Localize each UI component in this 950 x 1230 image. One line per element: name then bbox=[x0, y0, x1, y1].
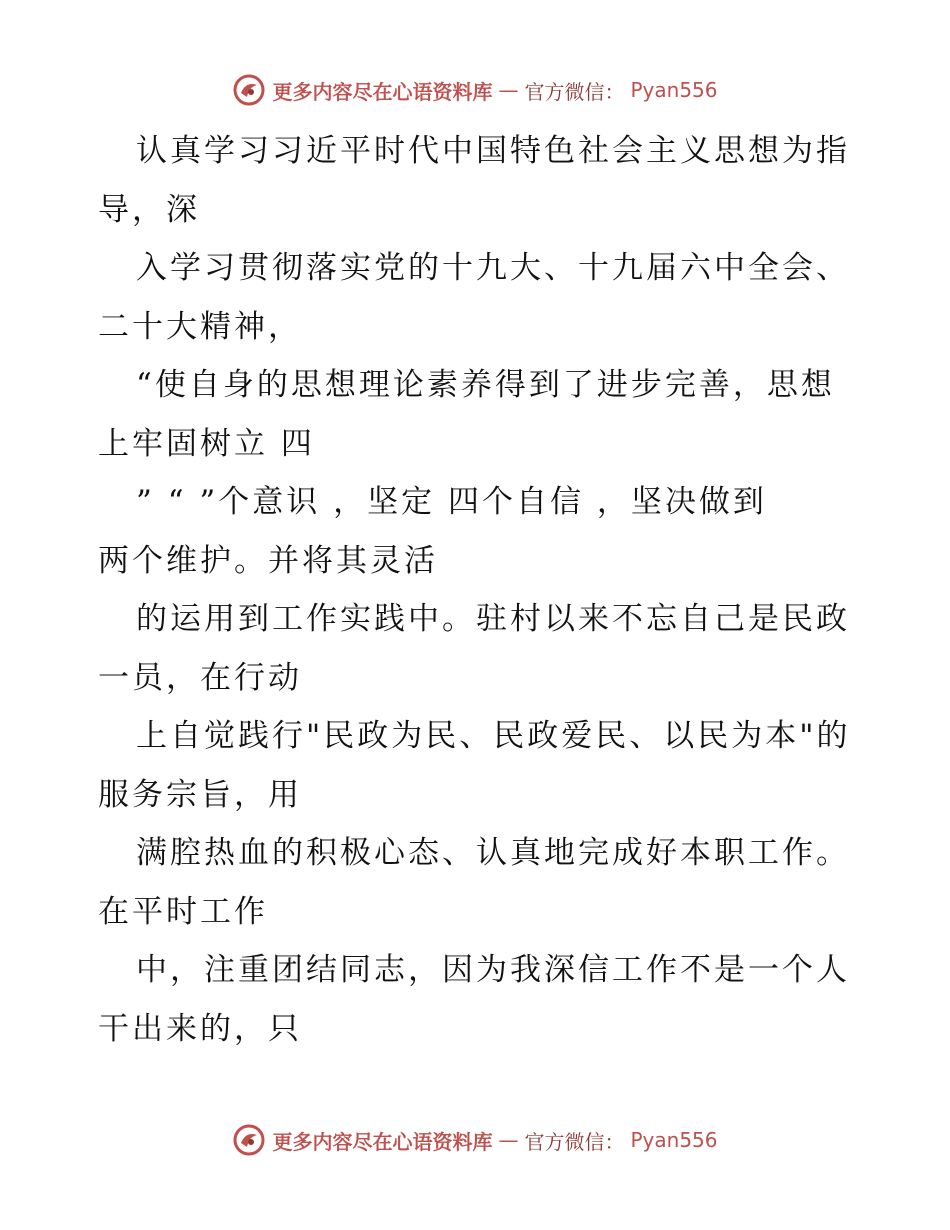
text-line: 上牢固树立 四 bbox=[98, 425, 315, 462]
red-swirl-logo-icon bbox=[232, 73, 266, 107]
text-line: 中，注重团结同志，因为我深信工作不是一个人 bbox=[136, 952, 850, 988]
text-line: 入学习贯彻落实党的十九大、十九届六中全会、 bbox=[136, 250, 850, 286]
text-line: 上自觉践行"民政为民、民政爱民、以民为本"的 bbox=[136, 718, 851, 754]
text-line: 在平时工作 bbox=[98, 893, 268, 930]
text-line: 满腔热血的积极心态、认真地完成好本职工作。 bbox=[136, 835, 850, 871]
text-line: 认真学习习近平时代中国特色社会主义思想为指 bbox=[136, 133, 850, 169]
document-body bbox=[98, 122, 858, 1058]
text-line: “使自身的思想理论素养得到了进步完善，思想 bbox=[136, 367, 835, 403]
watermark-dash: — bbox=[498, 1128, 519, 1152]
text-line: 一员，在行动 bbox=[98, 659, 302, 696]
watermark-dash: — bbox=[498, 78, 519, 102]
header-watermark bbox=[0, 70, 950, 110]
text-line: 两个维护。并将其灵活 bbox=[98, 542, 438, 579]
watermark-sub-text: 官方微信： bbox=[524, 1129, 625, 1154]
text-line: 二十大精神， bbox=[98, 308, 302, 345]
footer-watermark bbox=[0, 1120, 950, 1160]
text-line: 导，深 bbox=[98, 191, 200, 228]
watermark-main-text: 更多内容尽在心语资料库 bbox=[272, 1129, 493, 1154]
red-swirl-logo-icon bbox=[232, 1123, 266, 1157]
text-line: 干出来的，只 bbox=[98, 1010, 302, 1047]
text-line: 服务宗旨，用 bbox=[98, 776, 302, 813]
text-line: ” “ ”个意识 ，坚定 四个自信 ，坚决做到 bbox=[136, 484, 767, 520]
watermark-main-text: 更多内容尽在心语资料库 bbox=[272, 79, 493, 104]
watermark-sub-text: 官方微信： bbox=[524, 79, 625, 104]
text-line: 的运用到工作实践中。驻村以来不忘自己是民政 bbox=[136, 601, 850, 637]
watermark-wechat-id: Pyan556 bbox=[630, 1128, 718, 1152]
watermark-wechat-id: Pyan556 bbox=[630, 78, 718, 102]
